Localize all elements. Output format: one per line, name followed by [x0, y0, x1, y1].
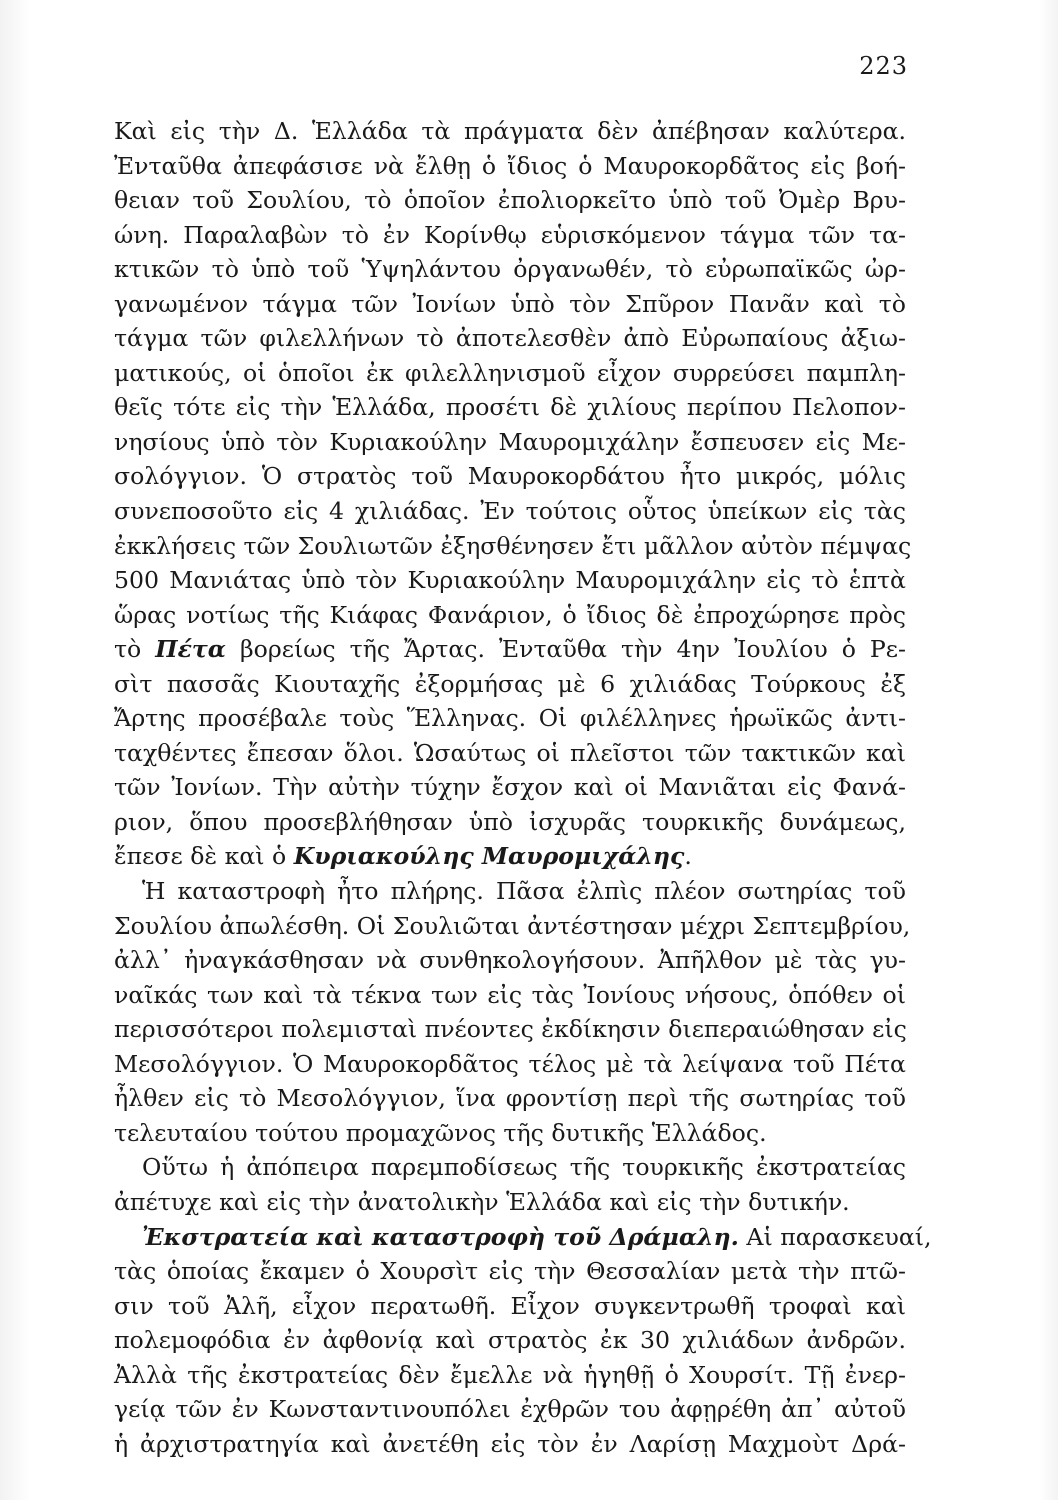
text-segment: νησίους ὑπὸ τὸν Κυριακούλην Μαυρομιχάλην ἔσπευσεν εἰς Με-: [114, 427, 906, 456]
text-segment: ἡ ἀρχιστρατηγία καὶ ἀνετέθη εἰς τὸν ἐν Λαρίσῃ Μαχμοὺτ Δρά-: [114, 1429, 906, 1458]
text-segment: θεῖς τότε εἰς τὴν Ἑλλάδα, προσέτι δὲ χιλίους περίπου Πελοπον-: [114, 393, 906, 422]
text-line: [114, 183, 906, 218]
text-line: [114, 978, 906, 1013]
text-line: [114, 1289, 906, 1324]
text-segment: σιν τοῦ Ἀλῆ, εἶχον περατωθῆ. Εἶχον συγκεντρωθῆ τροφαὶ καὶ: [114, 1291, 906, 1320]
text-line: [114, 390, 906, 425]
page-number: 223: [859, 52, 908, 80]
text-segment: Καὶ εἰς τὴν Δ. Ἑλλάδα τὰ πράγματα δὲν ἀπέβησαν καλύτερα.: [114, 117, 906, 145]
text-line: [114, 287, 906, 322]
text-segment: ώνη. Παραλαβὼν τὸ ἐν Κορίνθῳ εὑρισκόμενον τάγμα τῶν τα-: [114, 220, 906, 249]
text-line: [114, 839, 906, 874]
text-segment: ἦλθεν εἰς τὸ Μεσολόγγιον, ἵνα φροντίσῃ περὶ τῆς σωτηρίας τοῦ: [114, 1084, 906, 1113]
text-segment: Ἡ καταστροφὴ ἦτο πλήρης. Πᾶσα ἐλπὶς πλέον σωτηρίας τοῦ: [142, 877, 906, 906]
text-segment: Ἀλλὰ τῆς ἐκστρατείας δὲν ἔμελλε νὰ ἡγηθῇ ὁ Χουρσίτ. Τῇ ἐνερ-: [114, 1360, 906, 1389]
text-segment: βορείως τῆς Ἄρτας. Ἐνταῦθα τὴν 4ην Ἰουλίου ὁ Ρε-: [225, 635, 906, 664]
text-segment: ἔπεσε δὲ καὶ ὁ: [114, 842, 294, 871]
text-line: [114, 494, 906, 529]
text-segment: σὶτ πασσᾶς Κιουταχῆς ἐξορμήσας μὲ 6 χιλιάδας Τούρκους ἐξ: [114, 669, 906, 698]
text-line: [114, 1358, 906, 1393]
text-line: [114, 1323, 906, 1358]
text-segment: περισσότεροι πολεμισταὶ πνέοντες ἐκδίκησιν διεπεραιώθησαν εἰς: [114, 1015, 907, 1044]
text-line: [114, 1012, 906, 1047]
text-line: [114, 909, 911, 944]
text-line: [114, 874, 906, 909]
text-line: [114, 1254, 906, 1289]
text-segment: τὰς ὁποίας ἔκαμεν ὁ Χουρσὶτ εἰς τὴν Θεσσαλίαν μετὰ τὴν πτῶ-: [114, 1257, 906, 1286]
text-line: [114, 598, 906, 633]
text-line: [114, 252, 906, 287]
text-segment: θειαν τοῦ Σουλίου, τὸ ὁποῖον ἐπολιορκεῖτο ὑπὸ τοῦ Ὀμὲρ Βρυ-: [114, 186, 906, 215]
text-line: [114, 943, 906, 978]
text-segment: Σουλίου ἀπωλέσθη. Οἱ Σουλιῶται ἀντέστησαν μέχρι Σεπτεμβρίου,: [114, 911, 911, 940]
text-line: [114, 218, 906, 253]
text-line: [114, 805, 906, 840]
text-segment: Μεσολόγγιον. Ὁ Μαυροκορδᾶτος τέλος μὲ τὰ λείψανα τοῦ Πέτα: [114, 1049, 906, 1078]
text-line: [114, 736, 906, 771]
text-line: [114, 425, 906, 460]
text-segment: ματικούς, οἱ ὁποῖοι ἐκ φιλελληνισμοῦ εἶχον συρρεύσει παμπλη-: [114, 358, 906, 387]
text-line: [114, 770, 906, 805]
text-segment: ναῖκάς των καὶ τὰ τέκνα των εἰς τὰς Ἰονίους νήσους, ὁπόθεν οἱ: [114, 980, 906, 1009]
text-line: [114, 114, 906, 149]
text-line: [114, 1081, 906, 1116]
text-segment: Ἄρτης προσέβαλε τοὺς Ἕλληνας. Οἱ φιλέλληνες ἡρωϊκῶς ἀντι-: [114, 704, 906, 733]
text-segment: σολόγγιον. Ὁ στρατὸς τοῦ Μαυροκορδάτου ἦτο μικρός, μόλις: [114, 462, 906, 491]
text-segment: γανωμένον τάγμα τῶν Ἰονίων ὑπὸ τὸν Σπῦρον Πανᾶν καὶ τὸ: [114, 289, 906, 318]
text-line: [114, 1392, 906, 1427]
text-segment: κτικῶν τὸ ὑπὸ τοῦ Ὑψηλάντου ὀργανωθέν, τὸ εὐρωπαϊκῶς ὠρ-: [114, 255, 906, 284]
text-line: [114, 356, 906, 391]
text-segment: Ἐνταῦθα ἀπεφάσισε νὰ ἔλθῃ ὁ ἴδιος ὁ Μαυροκορδᾶτος εἰς βοή-: [114, 151, 906, 180]
text-line: [114, 149, 906, 184]
text-line: [114, 632, 906, 667]
text-segment: 500 Μανιάτας ὑπὸ τὸν Κυριακούλην Μαυρομιχάλην εἰς τὸ ἑπτὰ: [114, 566, 906, 595]
text-segment: .: [684, 842, 692, 871]
text-line: [114, 667, 906, 702]
text-segment: ἀπέτυχε καὶ εἰς τὴν ἀνατολικὴν Ἑλλάδα καὶ εἰς τὴν δυτικήν.: [114, 1187, 850, 1216]
text-line: [114, 1427, 906, 1462]
text-line: [114, 563, 906, 598]
text-line: [114, 529, 912, 564]
text-segment: Οὕτω ἡ ἀπόπειρα παρεμποδίσεως τῆς τουρκικῆς ἐκστρατείας: [142, 1153, 906, 1182]
text-segment: τὸ: [114, 635, 156, 664]
text-line: [114, 321, 906, 356]
text-line: [114, 1116, 906, 1151]
text-segment: τελευταίου τούτου προμαχῶνος τῆς δυτικῆς Ἑλλάδος.: [114, 1118, 767, 1147]
text-segment: συνεποσοῦτο εἰς 4 χιλιάδας. Ἐν τούτοις οὗτος ὑπείκων εἰς τὰς: [114, 497, 906, 526]
text-segment: τάγμα τῶν φιλελλήνων τὸ ἀποτελεσθὲν ἀπὸ Εὐρωπαίους ἀξιω-: [114, 324, 906, 353]
text-segment: ἐκκλήσεις τῶν Σουλιωτῶν ἐξησθένησεν ἔτι μᾶλλον αὐτὸν πέμψας: [114, 531, 912, 560]
text-line: [114, 1150, 906, 1185]
text-segment: γείᾳ τῶν ἐν Κωνσταντινουπόλει ἐχθρῶν του ἀφῃρέθη ἀπ᾽ αὐτοῦ: [114, 1395, 906, 1424]
text-segment: ὥρας νοτίως τῆς Κιάφας Φανάριον, ὁ ἴδιος δὲ ἐπροχώρησε πρὸς: [114, 600, 906, 629]
text-segment: πολεμοφόδια ἐν ἀφθονίᾳ καὶ στρατὸς ἐκ 30 χιλιάδων ἀνδρῶν.: [114, 1326, 906, 1355]
text-line: [114, 1047, 906, 1082]
text-line: [114, 701, 906, 736]
text-segment: ριον, ὅπου προσεβλήθησαν ὑπὸ ἰσχυρᾶς τουρκικῆς δυνάμεως,: [114, 807, 906, 836]
text-line: [114, 1185, 906, 1220]
text-line: [114, 1220, 932, 1255]
text-line: [114, 459, 906, 494]
emphasized-text: Ἐκστρατεία καὶ καταστροφὴ τοῦ Δράμαλη.: [142, 1222, 739, 1251]
body-text: [114, 114, 932, 1461]
text-segment: ἀλλ᾽ ἠναγκάσθησαν νὰ συνθηκολογήσουν. Ἀπῆλθον μὲ τὰς γυ-: [114, 946, 906, 975]
text-segment: τῶν Ἰονίων. Τὴν αὐτὴν τύχην ἔσχον καὶ οἱ Μανιᾶται εἰς Φανά-: [114, 773, 906, 802]
text-segment: Αἱ παρασκευαί,: [738, 1222, 932, 1251]
text-segment: ταχθέντες ἔπεσαν ὅλοι. Ὡσαύτως οἱ πλεῖστοι τῶν τακτικῶν καὶ: [114, 738, 906, 767]
emphasized-text: Πέτα: [155, 635, 226, 664]
emphasized-text: Κυριακούλης Μαυρομιχάλης: [293, 842, 685, 871]
